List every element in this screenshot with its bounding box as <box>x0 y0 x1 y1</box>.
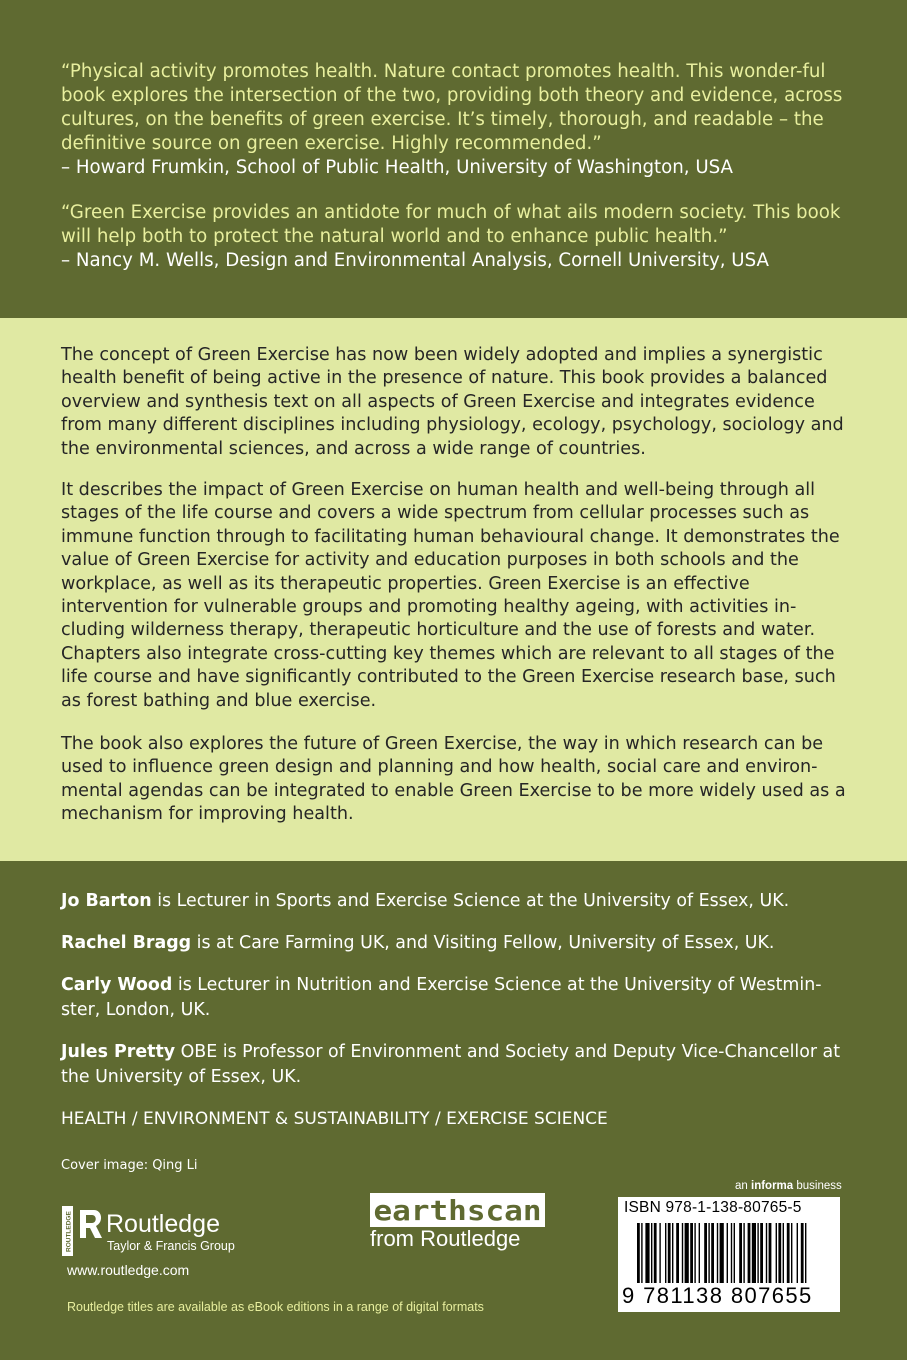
barcode-bar <box>685 1223 689 1283</box>
routledge-r-glyph <box>80 1210 102 1238</box>
barcode-bar <box>659 1223 660 1283</box>
barcode-bar <box>704 1223 707 1283</box>
barcode-bar <box>727 1223 728 1283</box>
barcode-bar <box>757 1223 758 1283</box>
barcode-bar <box>672 1223 673 1283</box>
barcode-bar <box>787 1223 790 1283</box>
barcode-bar <box>676 1223 679 1283</box>
author-bio-3 <box>61 973 851 1023</box>
description-paragraph-1: The concept of Green Exercise has now been widely adopted and implies a synergistic health benefit of being active in the presence of nature. This book provides a balanced overview and synthesis text on all aspects of Green Exercise and integrates evidence from many different disciplines including physiology, ecology, psychology, sociology and the environmental sciences, and across a wide range of countries. <box>61 345 844 459</box>
informa-prefix: an <box>735 1180 751 1192</box>
barcode-bar <box>651 1223 652 1283</box>
barcode-bar <box>720 1223 724 1283</box>
description-paragraph-3: The book also explores the future of Green Exercise, the way in which research can be used to influence green design and planning and how health, social care and environ-mental agendas can be integrated to enable Green Exercise to be more widely used as a mechanism for improving health. <box>61 734 846 825</box>
barcode-bar <box>801 1223 804 1283</box>
endorsements-band <box>0 0 907 318</box>
quote-text: “Physical activity promotes health. Nature contact promotes health. This wonder-ful book explores the intersection of the two, providing both theory and evidence, across cultures, on the benefits of green exercise. It’s timely, thorough, and readable – the definitive source on green exercise. Highly recommended.” <box>61 61 843 154</box>
barcode-bar <box>654 1223 657 1283</box>
barcode-bar <box>699 1223 700 1283</box>
barcode-bar <box>766 1223 767 1283</box>
description-panel <box>0 318 907 861</box>
barcode-bar <box>805 1223 806 1283</box>
barcode-bar <box>776 1223 777 1283</box>
barcode-bar <box>711 1223 714 1283</box>
publisher-name: Routledge <box>106 1210 220 1238</box>
author-bio-1 <box>61 889 851 914</box>
earthscan-logo-icon <box>370 1193 545 1227</box>
endorsement-quote-2 <box>61 201 861 273</box>
cover-image-credit: Cover image: Qing Li <box>61 1158 198 1173</box>
barcode-bar <box>668 1223 671 1283</box>
barcode-bar <box>731 1223 732 1283</box>
author-name: Rachel Bragg <box>61 933 192 953</box>
barcode-bar <box>797 1223 798 1283</box>
author-name: Jules Pretty <box>61 1042 176 1062</box>
barcode-bar <box>783 1223 784 1283</box>
quote-attribution: – Howard Frumkin, School of Public Health, University of Washington, USA <box>61 157 733 178</box>
isbn-barcode <box>618 1197 840 1312</box>
author-bio-text: is Lecturer in Nutrition and Exercise Science at the University of Westmin-ster, London, UK. <box>61 975 822 1020</box>
subject-categories: HEALTH / ENVIRONMENT & SUSTAINABILITY / EXERCISE SCIENCE <box>61 1109 608 1129</box>
author-bio-text: is Lecturer in Sports and Exercise Science at the University of Essex, UK. <box>151 891 790 911</box>
routledge-vertical-mark: ROUTLEDGE <box>65 1211 73 1252</box>
barcode-bar <box>665 1223 666 1283</box>
barcode-bar <box>760 1223 763 1283</box>
informa-business-note <box>735 1180 842 1192</box>
quote-attribution: – Nancy M. Wells, Design and Environmental Analysis, Cornell University, USA <box>61 250 769 271</box>
barcode-bar <box>752 1223 756 1283</box>
barcode-bar <box>645 1223 649 1283</box>
author-name: Carly Wood <box>61 975 173 995</box>
author-name: Jo Barton <box>61 891 152 911</box>
publisher-group: Taylor & Francis Group <box>107 1239 235 1253</box>
isbn-label: ISBN 978-1-138-80765-5 <box>624 1199 802 1216</box>
informa-name: informa <box>751 1180 794 1192</box>
barcode-bar <box>791 1223 792 1283</box>
barcode-bar <box>734 1223 735 1283</box>
author-bio-text: is at Care Farming UK, and Visiting Fellow, University of Essex, UK. <box>191 933 775 953</box>
informa-suffix: business <box>793 1180 842 1192</box>
barcode-bars <box>625 1223 835 1289</box>
barcode-bar <box>690 1223 693 1283</box>
publisher-url[interactable]: www.routledge.com <box>67 1262 190 1278</box>
barcode-bar <box>769 1223 772 1283</box>
imprint-from: from Routledge <box>370 1226 521 1251</box>
barcode-bar <box>708 1223 709 1283</box>
earthscan-wordmark: earthscan <box>373 1194 542 1227</box>
barcode-bar <box>637 1223 640 1283</box>
author-bio-4 <box>61 1040 851 1090</box>
barcode-bar <box>641 1223 642 1283</box>
endorsement-quote-1 <box>61 60 861 180</box>
barcode-digits: 9 781138 807655 <box>622 1283 813 1308</box>
quote-text: “Green Exercise provides an antidote for much of what ails modern society. This book will help both to protect the natural world and to enhance public health.” <box>61 202 841 247</box>
barcode-bar <box>682 1223 683 1283</box>
barcode-bar <box>717 1223 718 1283</box>
description-paragraph-2: It describes the impact of Green Exercise on human health and well-being through all stages of the life course and covers a wide spectrum from cellular processes such as immune function through to facilitating human behavioural change. It demonstrates the value of Green Exercise for activity and education purposes in both schools and the workplace, as well as its therapeutic properties. Green Exercise is an effective intervention for vulnerable groups and promoting healthy ageing, with activities in-cluding wilderness therapy, therapeutic horticulture and the use of forests and water. Chapters also integrate cross-cutting key themes which are relevant to all stages of the life course and have significantly contributed to the Green Exercise research base, such as forest bathing and blue exercise. <box>61 480 840 711</box>
author-bio-2 <box>61 931 851 956</box>
barcode-bar <box>743 1223 744 1283</box>
barcode-bar <box>748 1223 751 1283</box>
barcode-bar <box>694 1223 695 1283</box>
author-bio-text: OBE is Professor of Environment and Society and Deputy Vice-Chancellor at the University of Essex, UK. <box>61 1042 841 1087</box>
barcode-bar <box>778 1223 781 1283</box>
ebook-note: Routledge titles are available as eBook editions in a range of digital formats <box>67 1300 484 1314</box>
barcode-bar <box>739 1223 742 1283</box>
